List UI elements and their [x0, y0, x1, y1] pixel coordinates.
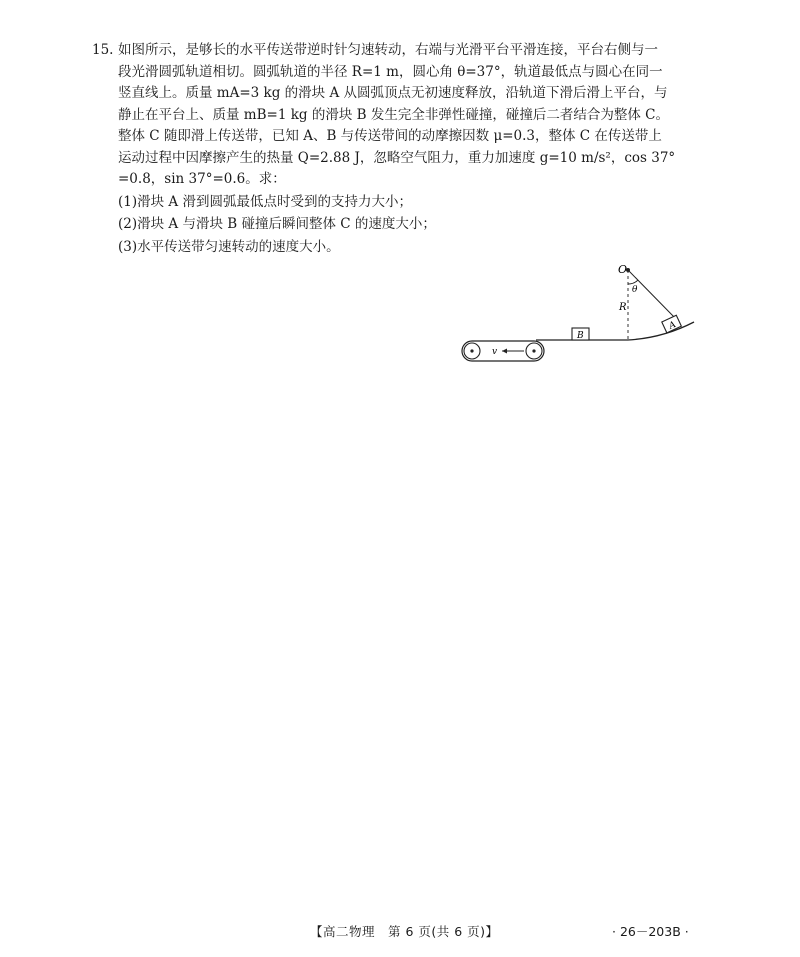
statement-line: 段光滑圆弧轨道相切。圆弧轨道的半径 R=1 m，圆心角 θ=37°，轨道最低点与圆心在同一	[118, 63, 663, 80]
question-3: (3)水平传送带匀速转动的速度大小。	[118, 238, 340, 255]
problem-statement	[100, 40, 700, 258]
statement-line: 整体 C 随即滑上传送带，已知 A、B 与传送带间的动摩擦因数 μ=0.3，整体 C 在传送带上	[118, 128, 662, 144]
physics-diagram	[458, 262, 698, 370]
arrow-head	[502, 349, 507, 354]
statement-line: 运动过程中因摩擦产生的热量 Q=2.88 J，忽略空气阻力，重力加速度 g=10 m/s²，cos 37°	[118, 149, 676, 166]
velocity-label: v	[492, 347, 498, 357]
statement-line: =0.8，sin 37°=0.6。求：	[118, 171, 286, 187]
angle-arc	[628, 280, 638, 284]
question-1: (1)滑块 A 滑到圆弧最低点时受到的支持力大小；	[118, 193, 412, 210]
problem-15	[92, 40, 700, 258]
page-footer	[0, 922, 800, 942]
block-b-label: B	[577, 331, 584, 341]
block-a-label: A	[667, 319, 678, 332]
problem-number: 15.	[92, 42, 114, 58]
center-label: O	[618, 263, 628, 276]
statement-line: 静止在平台上、质量 mB=1 kg 的滑块 B 发生完全非弹性碰撞，碰撞后二者结合为整体 C。	[118, 106, 669, 123]
slanted-radius	[628, 270, 677, 320]
footer-code: · 26－203B ·	[612, 924, 689, 939]
arc-track	[628, 319, 694, 340]
radius-label: R	[619, 302, 627, 313]
statement-line: 竖直线上。质量 mA=3 kg 的滑块 A 从圆弧顶点无初速度释放，沿轨道下滑后滑上平台，与	[118, 85, 668, 101]
footer-center: 【高二物理 第 6 页(共 6 页)】	[310, 924, 499, 939]
question-2: (2)滑块 A 与滑块 B 碰撞后瞬间整体 C 的速度大小；	[118, 216, 436, 232]
block-a	[662, 315, 682, 334]
statement-line: 如图所示，是够长的水平传送带逆时针匀速转动，右端与光滑平台平滑连接，平台右侧与一	[118, 42, 658, 58]
diagram-svg	[458, 262, 698, 370]
angle-label: θ	[632, 285, 638, 295]
